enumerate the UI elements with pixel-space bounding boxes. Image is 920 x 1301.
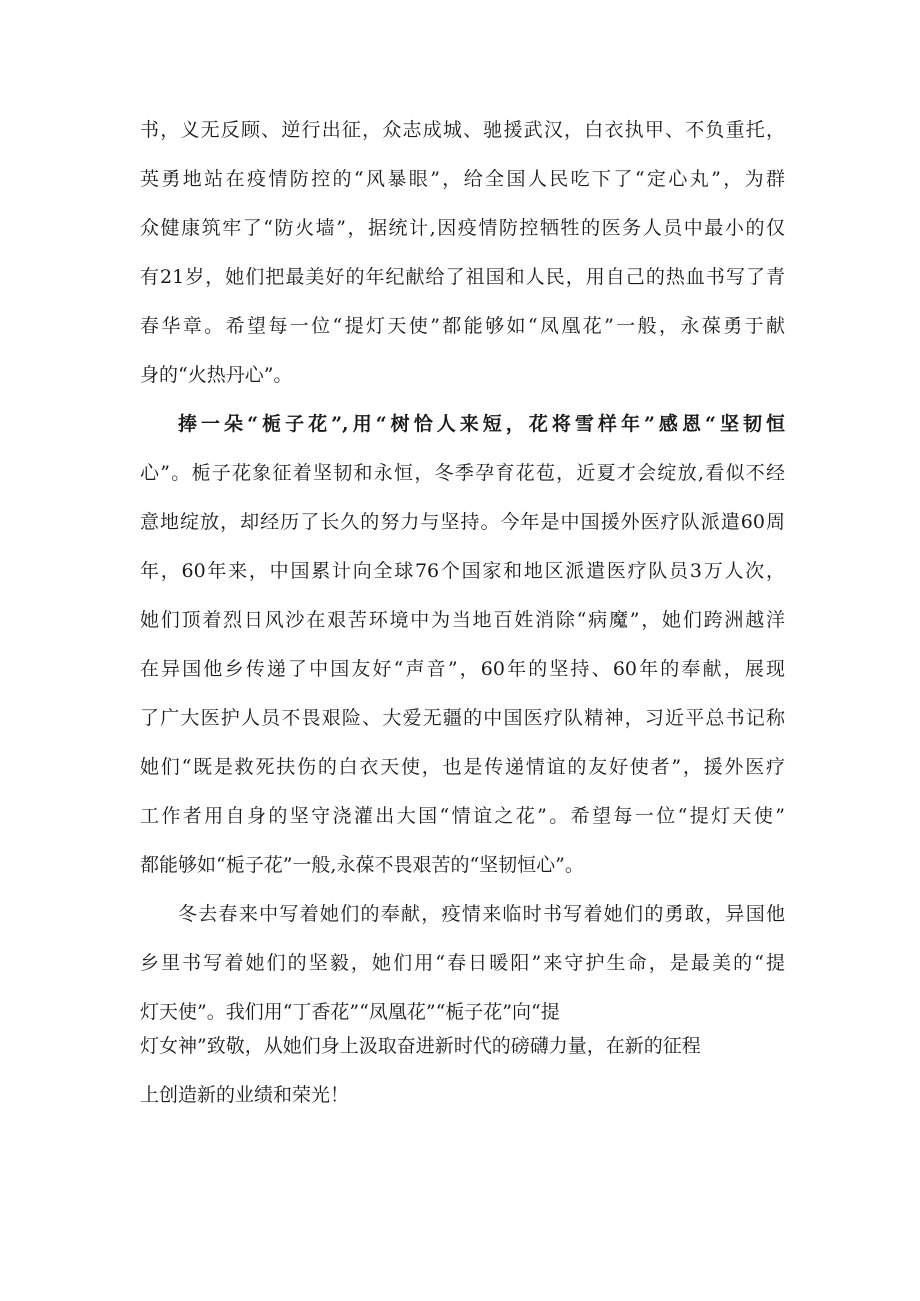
paragraph-1-line-6: 身的“火热丹心”。: [140, 364, 293, 386]
paragraph-2-bold-lead: 捧一朵“栀子花”,用“树恰人来短，花将雪样年”感恩“坚韧恒: [178, 413, 785, 435]
paragraph-2-line-8: 工作者用自身的坚守浇灌出大国“情谊之花”。希望每一位“提灯天使”: [140, 805, 785, 827]
paragraph-2-line-4: 她们顶着烈日风沙在艰苦环境中为当地百姓消除“病魔”，她们跨洲越洋: [140, 609, 785, 631]
paragraph-3-line-2: 乡里书写着她们的坚毅，她们用“春日暖阳”来守护生命，是最美的“提: [140, 952, 785, 974]
paragraph-3-line-4: 灯女神”致敬，从她们身上汲取奋进新时代的磅礴力量，在新的征程: [140, 1035, 701, 1057]
paragraph-2-line-6: 了广大医护人员不畏艰险、大爱无疆的中国医疗队精神，习近平总书记称: [140, 707, 785, 729]
paragraph-3-line-1: 冬去春来中写着她们的奉献，疫情来临时书写着她们的勇敢，异国他: [178, 903, 785, 925]
paragraph-1-line-5: 春华章。希望每一位“提灯天使”都能够如“凤凰花”一般，永葆勇于献: [140, 315, 785, 337]
paragraph-3-line-5: 上创造新的业绩和荣光！: [140, 1084, 350, 1106]
paragraph-1-line-2: 英勇地站在疫情防控的“风暴眼”，给全国人民吃下了“定心丸”，为群: [140, 168, 785, 190]
paragraph-1-line-3: 众健康筑牢了“防火墙”，据统计,因疫情防控牺牲的医务人员中最小的仅: [140, 217, 785, 239]
paragraph-1-line-1: 书，义无反顾、逆行出征，众志成城、驰援武汉，白衣执甲、不负重托，: [140, 119, 785, 141]
paragraph-2-line-7: 她们“既是救死扶伤的白衣天使，也是传递情谊的友好使者”，援外医疗: [140, 756, 785, 778]
paragraph-2-line-2: 意地绽放，却经历了长久的努力与坚持。今年是中国援外医疗队派遣60周: [140, 511, 785, 533]
paragraph-2-line-1: 心”。栀子花象征着坚韧和永恒，冬季孕育花苞，近夏才会绽放,看似不经: [140, 462, 785, 484]
paragraph-2-line-9: 都能够如“栀子花”一般,永葆不畏艰苦的“坚韧恒心”。: [140, 854, 584, 876]
paragraph-2-line-5: 在异国他乡传递了中国友好“声音”，60年的坚持、60年的奉献，展现: [140, 658, 785, 680]
paragraph-1-line-4: 有21岁，她们把最美好的年纪献给了祖国和人民，用自己的热血书写了青: [140, 266, 785, 288]
paragraph-3-line-3: 灯天使”。我们用“丁香花”“凤凰花”“栀子花”向“提: [140, 1001, 560, 1023]
paragraph-2-line-3: 年，60年来，中国累计向全球76个国家和地区派遣医疗队员3万人次，: [140, 560, 785, 582]
